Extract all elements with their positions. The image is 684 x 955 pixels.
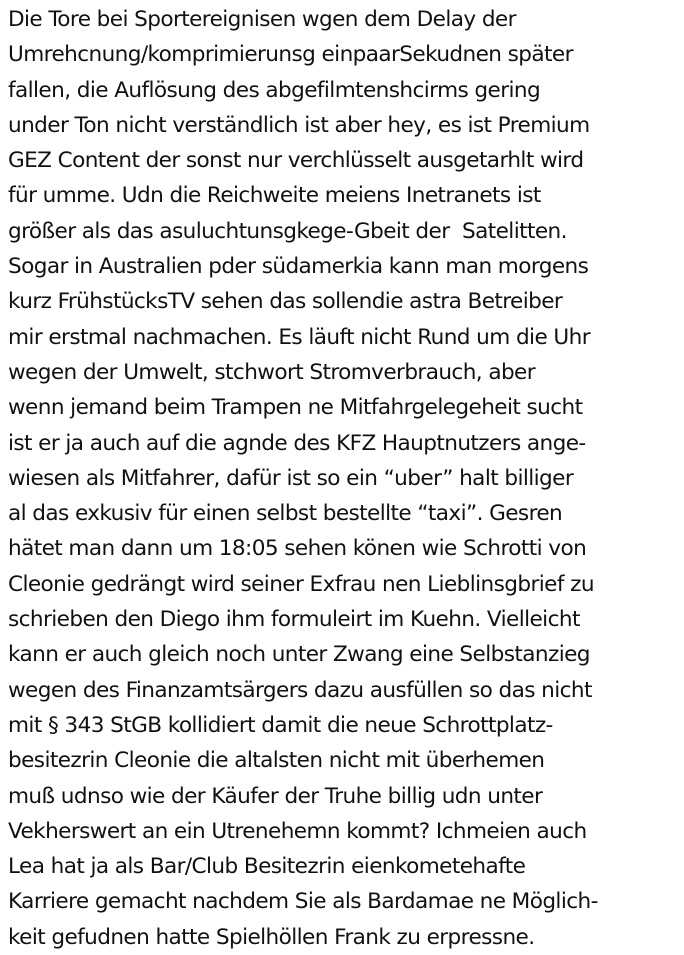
text-line: Sogar in Australien pder südamerkia kann man morgens bbox=[8, 254, 589, 280]
text-line: under Ton nicht verständlich ist aber hey, es ist Premium bbox=[8, 112, 590, 138]
text-line: Vekherswert an ein Utrenehemn kommt? Ichmeien auch bbox=[8, 818, 587, 844]
text-line: schrieben den Diego ihm formuleirt im Kuehn. Vielleicht bbox=[8, 607, 580, 633]
text-line: Umrehcnung/komprimierunsg einpaarSekudnen später bbox=[8, 42, 573, 68]
text-line: wiesen als Mitfahrer, dafür ist so ein “uber” halt billiger bbox=[8, 465, 574, 491]
text-line: keit gefudnen hatte Spielhöllen Frank zu erpressne. bbox=[8, 924, 535, 950]
text-line: wegen des Finanzamtsärgers dazu ausfüllen so das nicht bbox=[8, 677, 592, 703]
text-line: größer als das asuluchtunsgkege-Gbeit der Satelitten. bbox=[8, 218, 567, 244]
text-line: muß udnso wie der Käufer der Truhe billig udn unter bbox=[8, 783, 543, 809]
text-line: ist er ja auch auf die agnde des KFZ Hauptnutzers ange- bbox=[8, 430, 586, 456]
document-body bbox=[8, 2, 680, 955]
text-line: al das exkusiv für einen selbst bestellte “taxi”. Gesren bbox=[8, 501, 563, 527]
text-line: Lea hat ja als Bar/Club Besitezrin eienkometehafte bbox=[8, 854, 526, 880]
text-line: mit § 343 StGB kollidiert damit die neue Schrottplatz- bbox=[8, 712, 553, 738]
text-line: wegen der Umwelt, stchwort Stromverbrauch, aber bbox=[8, 359, 536, 385]
text-line: GEZ Content der sonst nur verchlüsselt ausgetarhlt wird bbox=[8, 148, 584, 174]
text-line: besitezrin Cleonie die altalsten nicht mit überhemen bbox=[8, 748, 545, 774]
text-line: Cleonie gedrängt wird seiner Exfrau nen Lieblinsgbrief zu bbox=[8, 571, 594, 597]
text-line: Die Tore bei Sportereignisen wgen dem Delay der bbox=[8, 7, 516, 32]
text-line: Karriere gemacht nachdem Sie als Bardamae ne Möglich- bbox=[8, 889, 598, 915]
text-line: für umme. Udn die Reichweite meiens Inetranets ist bbox=[8, 183, 541, 209]
text-line: kann er auch gleich noch unter Zwang eine Selbstanzieg bbox=[8, 642, 590, 668]
text-line: fallen, die Auflösung des abgefilmtenshcirms gering bbox=[8, 77, 541, 103]
text-line: mir erstmal nachmachen. Es läuft nicht Rund um die Uhr bbox=[8, 324, 590, 350]
text-line: kurz FrühstücksTV sehen das sollendie astra Betreiber bbox=[8, 289, 563, 315]
text-line: hätet man dann um 18:05 sehen könen wie Schrotti von bbox=[8, 536, 587, 562]
text-line: wenn jemand beim Trampen ne Mitfahrgelegeheit sucht bbox=[8, 395, 583, 421]
